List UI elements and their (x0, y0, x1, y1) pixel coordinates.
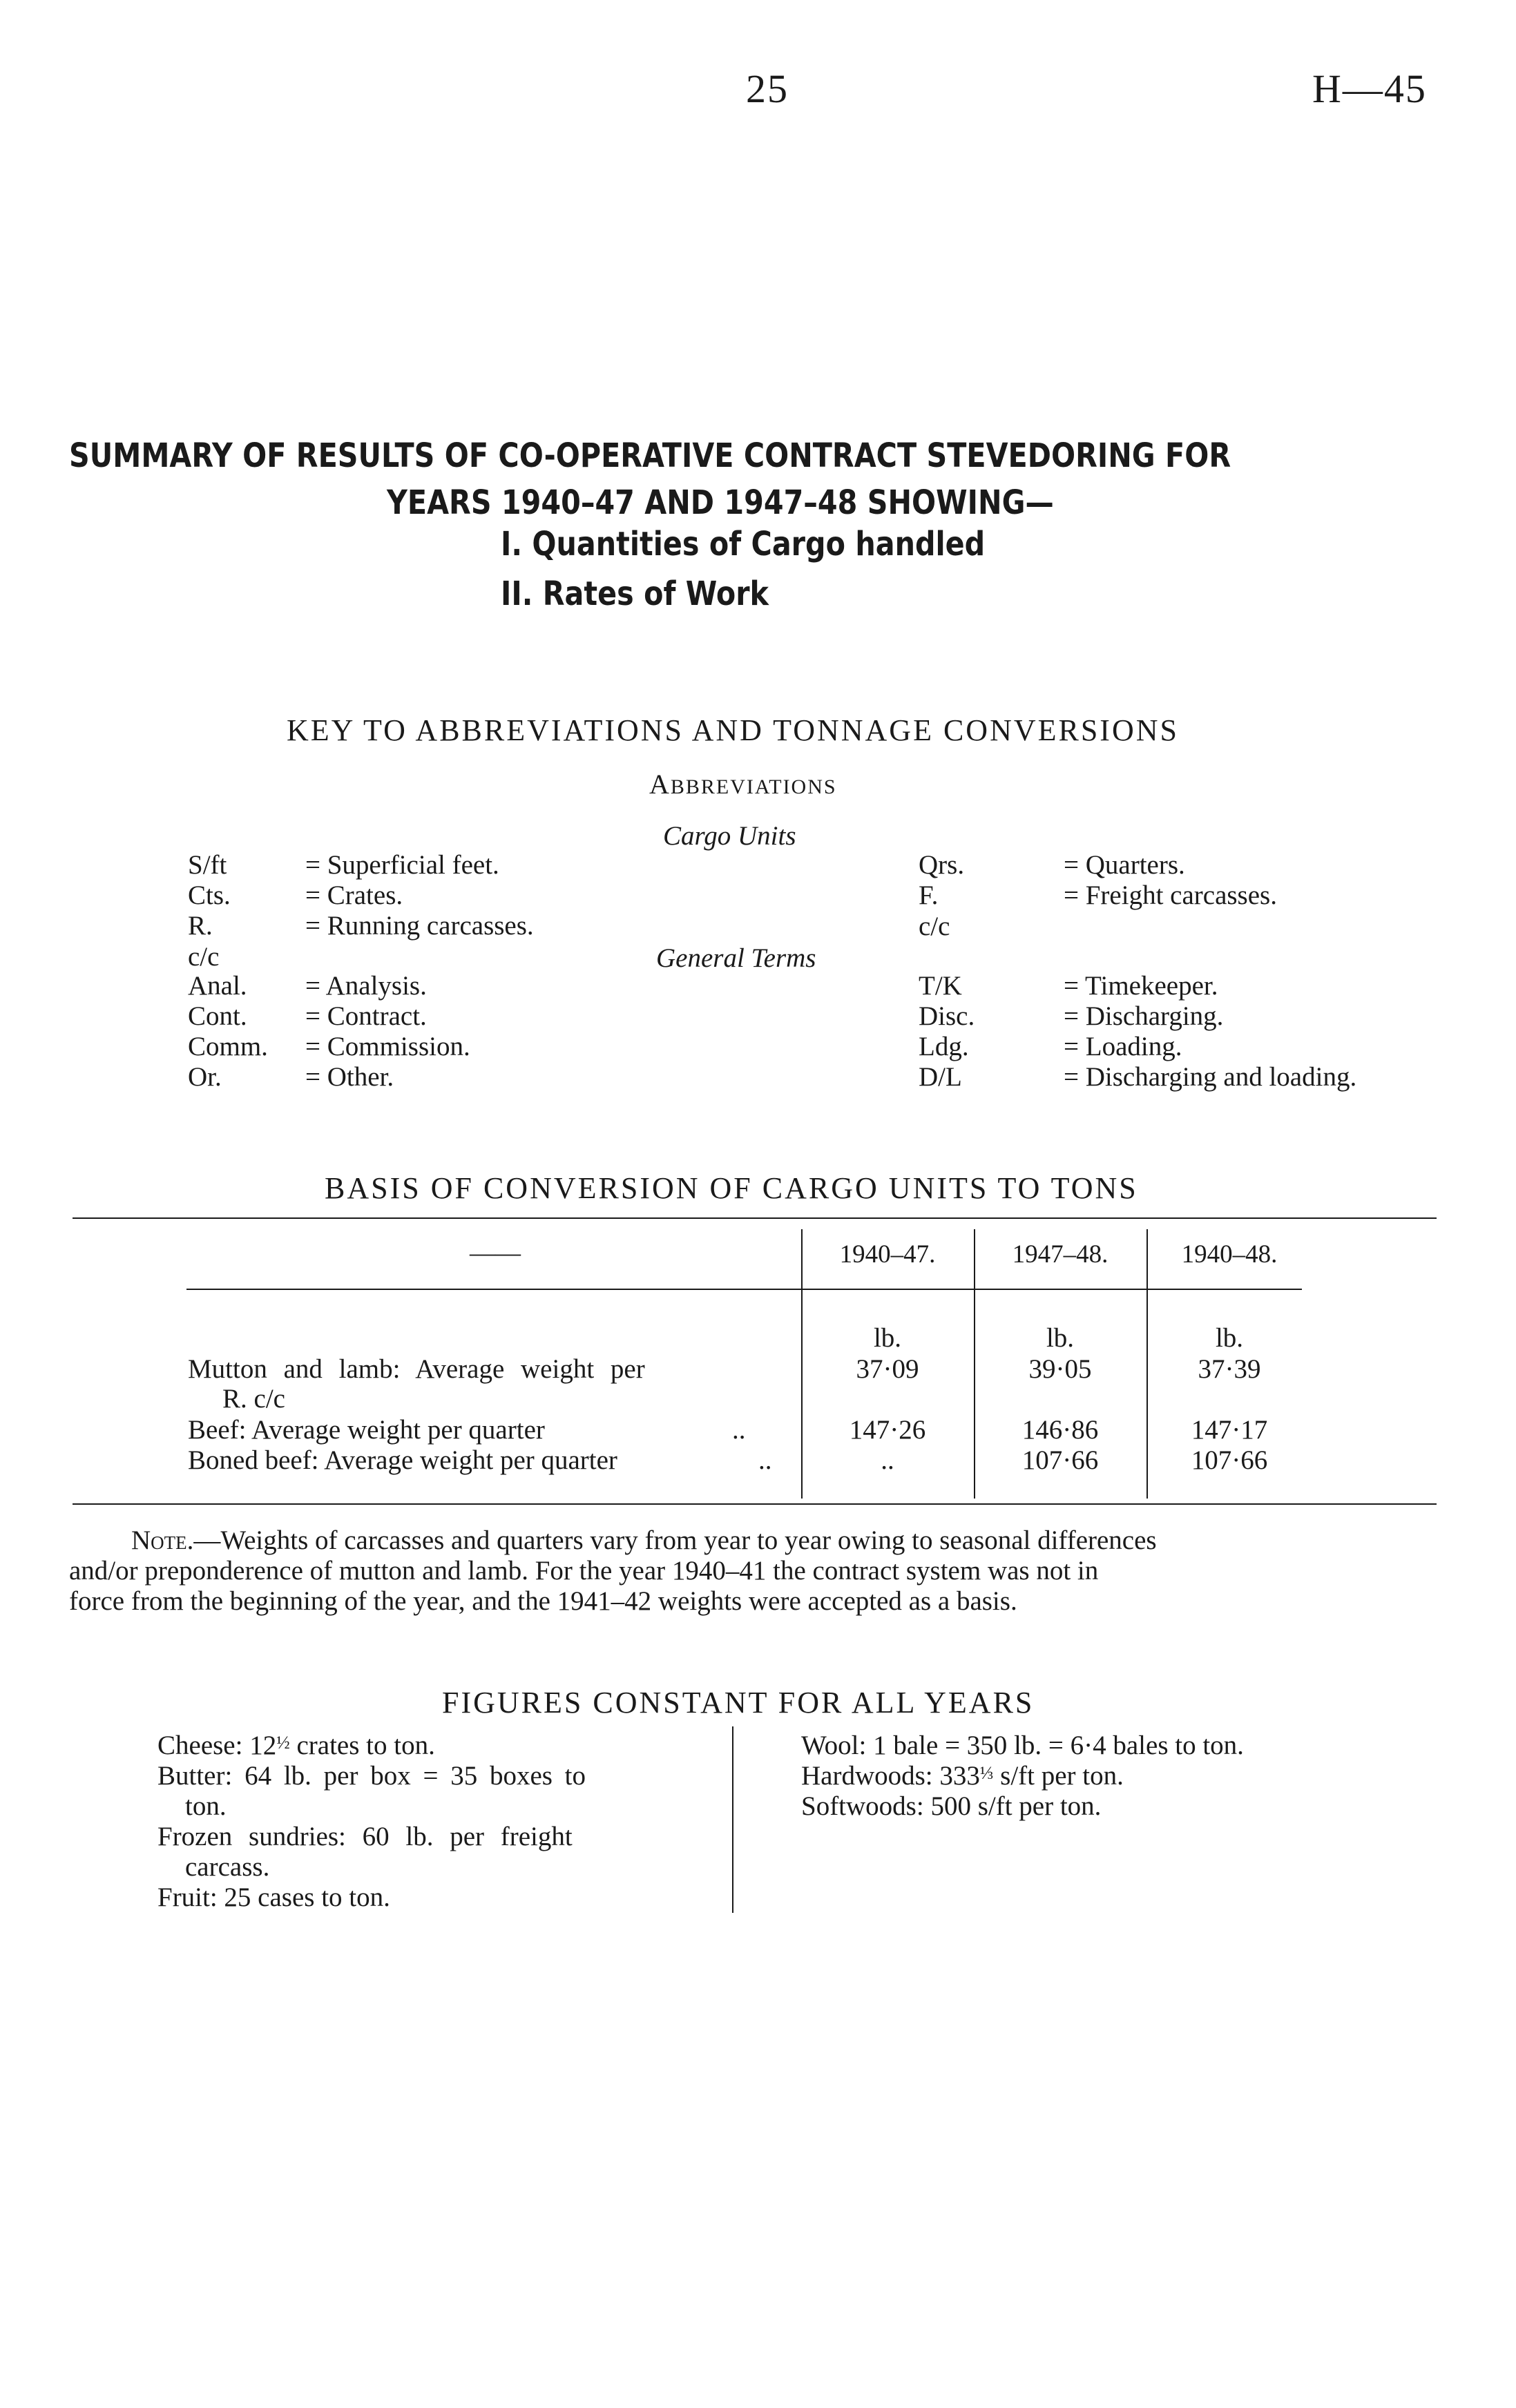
hardwoods-label: Hardwoods: (801, 1761, 933, 1791)
general-terms-heading: General Terms (656, 943, 816, 973)
abbreviation-term: Or. (188, 1062, 222, 1092)
title-line-2: YEARS 1940–47 AND 1947–48 SHOWING— (387, 483, 1054, 522)
cargo-units-heading: Cargo Units (663, 821, 796, 851)
abbreviation-term: Cts. (188, 880, 231, 910)
abbreviation-term: T/K (919, 971, 962, 1001)
abbreviation-term: Disc. (919, 1001, 975, 1031)
hardwoods-whole: 333 (939, 1761, 980, 1791)
butter-line-2: ton. (185, 1791, 227, 1821)
table-stub-header: —— (470, 1239, 521, 1267)
table-cell: 107·66 (1021, 1445, 1099, 1475)
page-number: 25 (746, 66, 789, 111)
abbreviation-definition: = Running carcasses. (305, 911, 534, 941)
abbreviation-definition: = Freight carcasses. (1064, 880, 1277, 910)
abbreviations-heading (649, 768, 837, 800)
conversion-heading: BASIS OF CONVERSION OF CARGO UNITS TO TONS (325, 1171, 1138, 1205)
cheese-whole: 12 (249, 1731, 277, 1760)
note-line-2: and/or preponderence of mutton and lamb. For the year 1940–41 the contract system was not in (69, 1556, 1099, 1586)
abbreviation-term: Comm. (188, 1032, 268, 1061)
constants-divider (732, 1726, 733, 1913)
document-reference: H—45 (1312, 66, 1427, 111)
abbreviations-heading-rest: BBREVIATIONS (670, 776, 837, 798)
table-cell: .. (881, 1445, 894, 1475)
table-cell: 147·26 (849, 1415, 926, 1445)
butter-line-1: Butter: 64 lb. per box = 35 boxes to (157, 1761, 586, 1791)
hardwoods-line (801, 1760, 1124, 1791)
softwoods-line: Softwoods: 500 s/ft per ton. (801, 1791, 1102, 1821)
cheese-fraction: ½ (276, 1733, 290, 1753)
unit-cell: lb. (873, 1323, 902, 1353)
table-cell: 37·09 (856, 1354, 919, 1384)
row-label-beef: Beef: Average weight per quarter (188, 1415, 545, 1445)
abbreviation-term: Qrs. (919, 850, 965, 880)
row-label-mutton-continued: R. c/c (222, 1384, 285, 1414)
cheese-label: Cheese: (157, 1731, 243, 1760)
title-line-1: SUMMARY OF RESULTS OF CO-OPERATIVE CONTRACT STEVEDORING FOR (69, 436, 1231, 475)
abbreviation-definition: = Loading. (1064, 1032, 1182, 1061)
table-cell: 39·05 (1028, 1354, 1092, 1384)
row-label-boned-beef: Boned beef: Average weight per quarter (188, 1445, 617, 1475)
abbreviation-definition: = Contract. (305, 1001, 427, 1031)
abbreviation-definition: = Crates. (305, 880, 403, 910)
abbreviation-term: R. c/c (188, 911, 220, 972)
abbreviation-term: Anal. (188, 971, 247, 1001)
hardwoods-rest: s/ft per ton. (1000, 1761, 1124, 1791)
note-label: Note. (131, 1525, 194, 1555)
abbreviation-definition: = Discharging and loading. (1064, 1062, 1357, 1092)
note-line-3: force from the beginning of the year, and the 1941–42 weights were accepted as a basis. (69, 1586, 1017, 1616)
row-leader-dots: .. (758, 1445, 772, 1475)
abbreviation-term: Ldg. (919, 1032, 969, 1061)
table-cell: 146·86 (1021, 1415, 1099, 1445)
column-header-1940-48: 1940–48. (1181, 1240, 1278, 1269)
table-cell: 107·66 (1191, 1445, 1268, 1475)
abbreviation-term: F. c/c (919, 880, 950, 941)
hardwoods-fraction: ⅓ (979, 1763, 994, 1783)
title-item-2: II. Rates of Work (501, 575, 769, 613)
constants-heading: FIGURES CONSTANT FOR ALL YEARS (442, 1686, 1035, 1720)
note-line-1 (131, 1525, 1157, 1556)
cheese-rest: crates to ton. (296, 1731, 435, 1760)
wool-line: Wool: 1 bale = 350 lb. = 6·4 bales to ton. (801, 1731, 1244, 1760)
column-header-1940-47: 1940–47. (839, 1240, 936, 1269)
table-cell: 147·17 (1191, 1415, 1268, 1445)
key-heading: KEY TO ABBREVIATIONS AND TONNAGE CONVERSIONS (287, 713, 1179, 747)
unit-cell: lb. (1215, 1323, 1244, 1353)
abbreviation-definition: = Timekeeper. (1064, 971, 1218, 1001)
abbreviation-term: D/L (919, 1062, 962, 1092)
abbreviations-heading-initial: A (649, 769, 671, 800)
abbreviation-term: Cont. (188, 1001, 247, 1031)
abbreviation-definition: = Commission. (305, 1032, 470, 1061)
fruit-line: Fruit: 25 cases to ton. (157, 1882, 390, 1912)
frozen-line-1: Frozen sundries: 60 lb. per freight (157, 1822, 573, 1851)
note-text-1: —Weights of carcasses and quarters vary from year to year owing to seasonal differences (193, 1525, 1157, 1555)
unit-cell: lb. (1046, 1323, 1075, 1353)
abbreviation-definition: = Discharging. (1064, 1001, 1224, 1031)
table-bottom-rule (73, 1503, 1437, 1505)
table-header-rule (186, 1289, 1302, 1290)
cheese-line (157, 1730, 435, 1761)
table-top-rule (73, 1217, 1437, 1219)
table-cell: 37·39 (1198, 1354, 1261, 1384)
row-label-mutton: Mutton and lamb: Average weight per (188, 1354, 645, 1384)
abbreviation-term: S/ft (188, 850, 227, 880)
frozen-line-2: carcass. (185, 1852, 270, 1882)
abbreviation-definition: = Quarters. (1064, 850, 1185, 880)
column-header-1947-48: 1947–48. (1012, 1240, 1109, 1269)
abbreviation-definition: = Analysis. (305, 971, 427, 1001)
abbreviation-definition: = Superficial feet. (305, 850, 499, 880)
title-item-1: I. Quantities of Cargo handled (501, 525, 986, 564)
abbreviation-definition: = Other. (305, 1062, 394, 1092)
row-leader-dots: .. (732, 1415, 746, 1445)
